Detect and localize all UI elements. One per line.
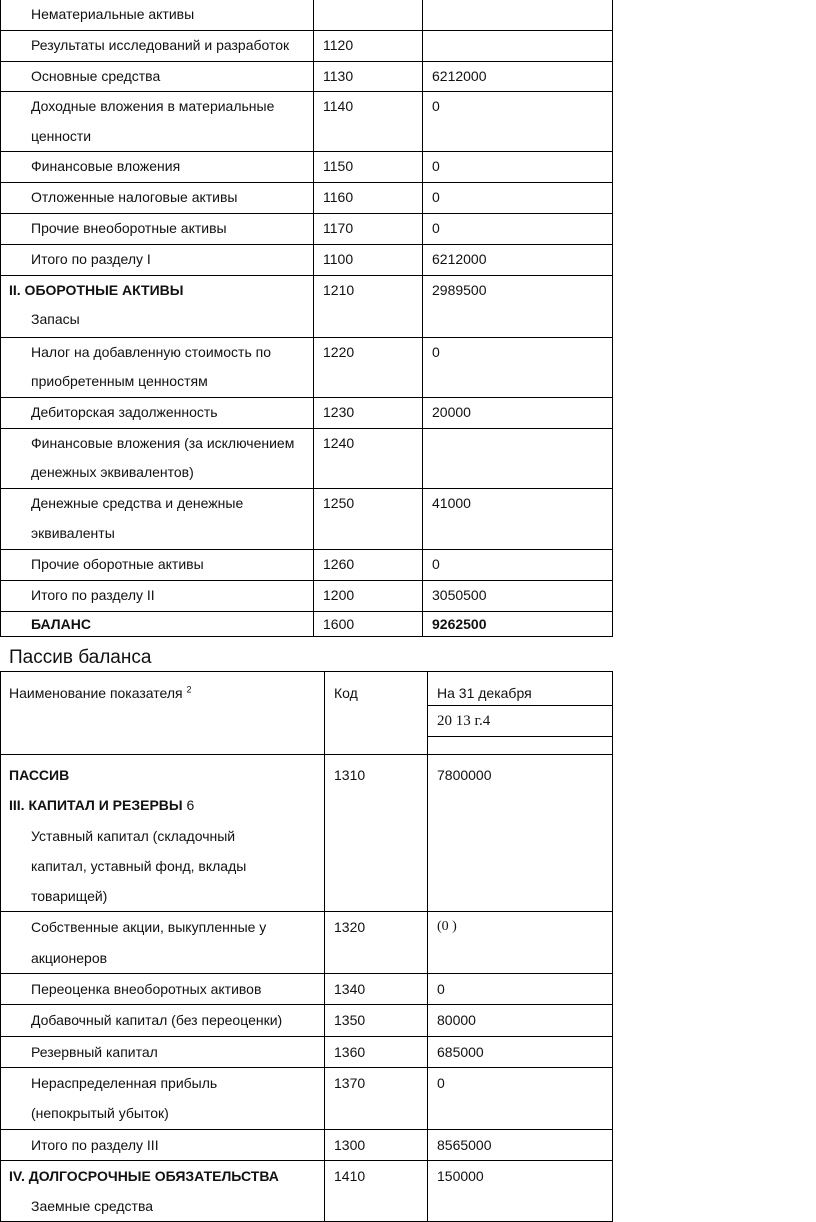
row-name: Нераспределенная прибыль (непокрытый убыток) <box>1 1067 325 1129</box>
row-name: Финансовые вложения (за исключением денежных эквивалентов) <box>1 428 314 488</box>
row-code: 1230 <box>314 397 423 428</box>
row-code: 1240 <box>314 428 423 488</box>
table-row <box>1 580 613 611</box>
row-value: 0 <box>428 1067 613 1129</box>
section-heading: IV. ДОЛГОСРОЧНЫЕ ОБЯЗАТЕЛЬСТВА <box>9 1167 279 1184</box>
row-value: 0 <box>423 337 613 397</box>
table-row <box>1 152 613 183</box>
row-name: Денежные средства и денежные эквиваленты <box>1 488 314 549</box>
row-code: 1160 <box>314 183 423 214</box>
row-value: 20000 <box>423 397 613 428</box>
table-row <box>1 488 613 549</box>
row-code: 1200 <box>314 580 423 611</box>
row-name: БАЛАНС <box>1 611 314 636</box>
row-value <box>423 428 613 488</box>
passive-title: Пассив баланса <box>9 647 152 668</box>
row-value <box>423 31 613 62</box>
row-value: 8565000 <box>428 1129 613 1160</box>
row-code: 1140 <box>314 92 423 152</box>
row-name: Собственные акции, выкупленные у акционеров <box>1 912 325 974</box>
row-code: 1300 <box>325 1129 428 1160</box>
row-value: 0 <box>423 152 613 183</box>
row-name <box>1 755 325 912</box>
row-code: 1170 <box>314 213 423 244</box>
table-row <box>1 0 613 31</box>
row-name: Основные средства <box>1 61 314 92</box>
table-row <box>1 912 613 974</box>
row-name: Финансовые вложения <box>1 152 314 183</box>
row-value: 0 <box>423 183 613 214</box>
row-name: Итого по разделу I <box>1 244 314 275</box>
row-value: 9262500 <box>423 611 613 636</box>
row-value: (0 ) <box>428 912 613 974</box>
row-value: 7800000 <box>428 755 613 912</box>
section-heading: II. ОБОРОТНЫЕ АКТИВЫ <box>9 281 184 298</box>
table-row <box>1 1036 613 1067</box>
section-subheading: III. КАПИТАЛ И РЕЗЕРВЫ <box>9 797 183 814</box>
table-row <box>1 428 613 488</box>
row-name <box>1 275 314 337</box>
header-name-label: Наименование показателя <box>9 685 183 701</box>
row-name: Налог на добавленную стоимость по приобретенным ценностям <box>1 337 314 397</box>
row-code: 1100 <box>314 244 423 275</box>
row-value: 80000 <box>428 1005 613 1036</box>
row-value: 41000 <box>423 488 613 549</box>
row-code: 1210 <box>314 275 423 337</box>
table-row <box>1 611 613 636</box>
row-name: Переоценка внеоборотных активов <box>1 974 325 1005</box>
row-name: Прочие внеоборотные активы <box>1 213 314 244</box>
table-row <box>1 31 613 62</box>
row-value: 0 <box>423 213 613 244</box>
row-value: 6212000 <box>423 244 613 275</box>
table-row <box>1 244 613 275</box>
row-name: Итого по разделу II <box>1 580 314 611</box>
section-subheading-note: 6 <box>182 797 195 814</box>
row-value <box>423 0 613 31</box>
row-code: 1120 <box>314 31 423 62</box>
table-row <box>1 397 613 428</box>
header-name-footnote: 2 <box>186 684 192 695</box>
row-name: Доходные вложения в материальные ценности <box>1 92 314 152</box>
row-code: 1340 <box>325 974 428 1005</box>
row-name: Отложенные налоговые активы <box>1 183 314 214</box>
row-code <box>314 0 423 31</box>
row-name: Резервный капитал <box>1 1036 325 1067</box>
table-row <box>1 92 613 152</box>
header-date-line1: На 31 декабря <box>428 672 612 706</box>
table-row <box>1 1005 613 1036</box>
row-value: 6212000 <box>423 61 613 92</box>
row-value: 685000 <box>428 1036 613 1067</box>
row-code: 1250 <box>314 488 423 549</box>
table-row <box>1 183 613 214</box>
header-date <box>428 672 613 755</box>
row-code: 1310 <box>325 755 428 912</box>
table-row <box>1 1129 613 1160</box>
table-row <box>1 275 613 337</box>
row-value: 3050500 <box>423 580 613 611</box>
row-subname: Запасы <box>31 311 80 328</box>
row-code: 1150 <box>314 152 423 183</box>
row-code: 1130 <box>314 61 423 92</box>
header-date-line2: 20 13 г.4 <box>428 706 612 737</box>
row-code: 1260 <box>314 549 423 580</box>
table-row <box>1 974 613 1005</box>
table-row <box>1 1067 613 1129</box>
row-name: Нематериальные активы <box>1 0 314 31</box>
row-name: Результаты исследований и разработок <box>1 31 314 62</box>
table-row <box>1 213 613 244</box>
row-code: 1320 <box>325 912 428 974</box>
header-name <box>1 672 325 755</box>
table-row <box>1 61 613 92</box>
row-code: 1220 <box>314 337 423 397</box>
table-header-row <box>1 672 613 755</box>
row-value: 0 <box>423 549 613 580</box>
row-code: 1350 <box>325 1005 428 1036</box>
row-name: Итого по разделу III <box>1 1129 325 1160</box>
row-subname: Уставный капитал (складочный капитал, уставный фонд, вклады товарищей) <box>31 827 247 905</box>
asset-table <box>0 0 613 637</box>
row-name: Добавочный капитал (без переоценки) <box>1 1005 325 1036</box>
row-code: 1410 <box>325 1160 428 1222</box>
header-code: Код <box>325 672 428 755</box>
row-value: 0 <box>428 974 613 1005</box>
row-value: 150000 <box>428 1160 613 1222</box>
passive-table <box>0 671 613 1222</box>
table-row <box>1 337 613 397</box>
row-value: 2989500 <box>423 275 613 337</box>
row-subname: Заемные средства <box>31 1198 154 1215</box>
row-name: Дебиторская задолженность <box>1 397 314 428</box>
row-code: 1370 <box>325 1067 428 1129</box>
table-row <box>1 755 613 912</box>
section-heading: ПАССИВ <box>9 767 70 783</box>
row-name: Прочие оборотные активы <box>1 549 314 580</box>
header-date-spacer <box>428 737 612 753</box>
row-code: 1360 <box>325 1036 428 1067</box>
table-row <box>1 549 613 580</box>
row-code: 1600 <box>314 611 423 636</box>
row-value: 0 <box>423 92 613 152</box>
